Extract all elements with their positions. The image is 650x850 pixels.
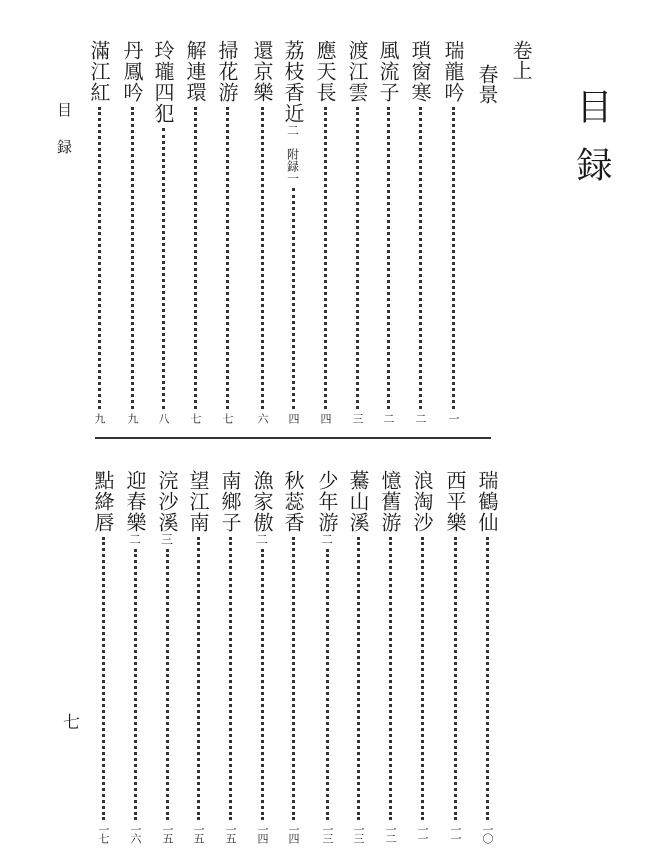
volume-heading: 卷上 bbox=[509, 40, 533, 80]
entry-title: 浪淘沙 bbox=[410, 470, 434, 533]
entry-page: 一二 bbox=[384, 824, 397, 842]
running-head: 目録 bbox=[55, 102, 73, 176]
dot-leader bbox=[229, 537, 232, 820]
entry-note: 二 bbox=[127, 533, 142, 545]
toc-entry bbox=[186, 470, 210, 842]
page-number: 七 bbox=[63, 713, 80, 733]
entry-page: 一一 bbox=[416, 824, 429, 842]
dot-leader bbox=[131, 107, 134, 409]
dot-leader bbox=[356, 107, 359, 409]
entry-page: 一六 bbox=[129, 824, 142, 842]
entry-title: 秋蕊香 bbox=[281, 470, 305, 533]
entry-title: 風流子 bbox=[376, 40, 400, 103]
entry-title: 瑞龍吟 bbox=[441, 40, 465, 103]
toc-entry bbox=[183, 40, 207, 422]
toc-entry bbox=[441, 40, 465, 422]
entry-title: 丹鳳吟 bbox=[120, 40, 144, 103]
toc-entry bbox=[281, 40, 305, 422]
dot-leader bbox=[166, 549, 169, 820]
dot-leader bbox=[452, 107, 455, 409]
entry-page: 七 bbox=[189, 413, 202, 422]
entry-page: 一七 bbox=[97, 824, 110, 842]
dot-leader bbox=[421, 537, 424, 820]
entry-page: 一三 bbox=[352, 824, 365, 842]
dot-leader bbox=[162, 128, 165, 409]
entry-title: 驀山溪 bbox=[346, 470, 370, 533]
entry-title: 少年游 bbox=[315, 470, 339, 533]
entry-page: 一五 bbox=[161, 824, 174, 842]
toc-entry bbox=[91, 470, 115, 842]
entry-title: 迎春樂 bbox=[123, 470, 147, 533]
entry-title: 西平樂 bbox=[443, 470, 467, 533]
toc-entry bbox=[376, 40, 400, 422]
dot-leader bbox=[324, 107, 327, 409]
entry-title: 漁家傲 bbox=[250, 470, 274, 533]
entry-title: 點絳唇 bbox=[91, 470, 115, 533]
toc-entry bbox=[120, 40, 144, 422]
entry-page: 七 bbox=[221, 413, 234, 422]
entry-page: 二 bbox=[414, 413, 427, 422]
toc-entry bbox=[281, 470, 305, 842]
entry-title: 荔枝香近 bbox=[281, 40, 305, 124]
entry-note: 三 bbox=[159, 533, 174, 545]
entry-title: 瑣窗寒 bbox=[408, 40, 432, 103]
toc-entry bbox=[346, 470, 370, 842]
dot-leader bbox=[98, 107, 101, 409]
entry-title: 瑞鶴仙 bbox=[475, 470, 499, 533]
entry-title: 掃花游 bbox=[215, 40, 239, 103]
dot-leader bbox=[454, 537, 457, 820]
toc-entry bbox=[345, 40, 369, 422]
toc-entry bbox=[215, 40, 239, 422]
dot-leader bbox=[194, 107, 197, 409]
dot-leader bbox=[134, 549, 137, 820]
entry-page: 一五 bbox=[224, 824, 237, 842]
entry-title: 還京樂 bbox=[250, 40, 274, 103]
divider bbox=[95, 437, 491, 439]
entry-note: 二 bbox=[254, 533, 269, 545]
dot-leader bbox=[486, 537, 489, 820]
entry-page: 九 bbox=[93, 413, 106, 422]
dot-leader bbox=[292, 188, 295, 409]
entry-page: 六 bbox=[256, 413, 269, 422]
toc-entry bbox=[87, 40, 111, 422]
toc-entry bbox=[151, 40, 175, 422]
entry-title: 渡江雲 bbox=[345, 40, 369, 103]
toc-entry bbox=[475, 470, 499, 842]
dot-leader bbox=[292, 537, 295, 820]
toc-entry bbox=[315, 470, 339, 842]
toc-entry bbox=[443, 470, 467, 842]
page-title: 目録 bbox=[571, 88, 612, 204]
toc-entry bbox=[218, 470, 242, 842]
entry-page: 一〇 bbox=[481, 824, 494, 842]
dot-leader bbox=[326, 549, 329, 820]
entry-page: 二 bbox=[382, 413, 395, 422]
entry-page: 三 bbox=[351, 413, 364, 422]
toc-entry bbox=[378, 470, 402, 842]
entry-note: 二 bbox=[319, 533, 334, 545]
entry-title: 滿江紅 bbox=[87, 40, 111, 103]
entry-title: 玲瓏四犯 bbox=[151, 40, 175, 124]
entry-note: 二 附録一 bbox=[285, 124, 300, 184]
entry-page: 一三 bbox=[321, 824, 334, 842]
entry-page: 九 bbox=[126, 413, 139, 422]
dot-leader bbox=[197, 537, 200, 820]
entry-title: 南鄉子 bbox=[218, 470, 242, 533]
entry-page: 一五 bbox=[192, 824, 205, 842]
dot-leader bbox=[389, 537, 392, 820]
toc-entry bbox=[250, 470, 274, 842]
entry-page: 八 bbox=[157, 413, 170, 422]
dot-leader bbox=[102, 537, 105, 820]
dot-leader bbox=[387, 107, 390, 409]
entry-page: 四 bbox=[319, 413, 332, 422]
toc-entry bbox=[123, 470, 147, 842]
toc-entry bbox=[410, 470, 434, 842]
toc-entry bbox=[155, 470, 179, 842]
toc-entry bbox=[313, 40, 337, 422]
dot-leader bbox=[357, 537, 360, 820]
entry-title: 望江南 bbox=[186, 470, 210, 533]
toc-entry bbox=[408, 40, 432, 422]
entry-page: 一四 bbox=[287, 824, 300, 842]
entry-page: 一 bbox=[447, 413, 460, 422]
dot-leader bbox=[226, 107, 229, 409]
toc-entry bbox=[250, 40, 274, 422]
entry-title: 憶舊游 bbox=[378, 470, 402, 533]
entry-title: 應天長 bbox=[313, 40, 337, 103]
entry-title: 解連環 bbox=[183, 40, 207, 103]
dot-leader bbox=[419, 107, 422, 409]
section-heading: 春景 bbox=[475, 64, 499, 104]
entry-page: 一一 bbox=[449, 824, 462, 842]
dot-leader bbox=[261, 107, 264, 409]
entry-page: 一四 bbox=[256, 824, 269, 842]
entry-title: 浣沙溪 bbox=[155, 470, 179, 533]
dot-leader bbox=[261, 549, 264, 820]
entry-page: 四 bbox=[287, 413, 300, 422]
